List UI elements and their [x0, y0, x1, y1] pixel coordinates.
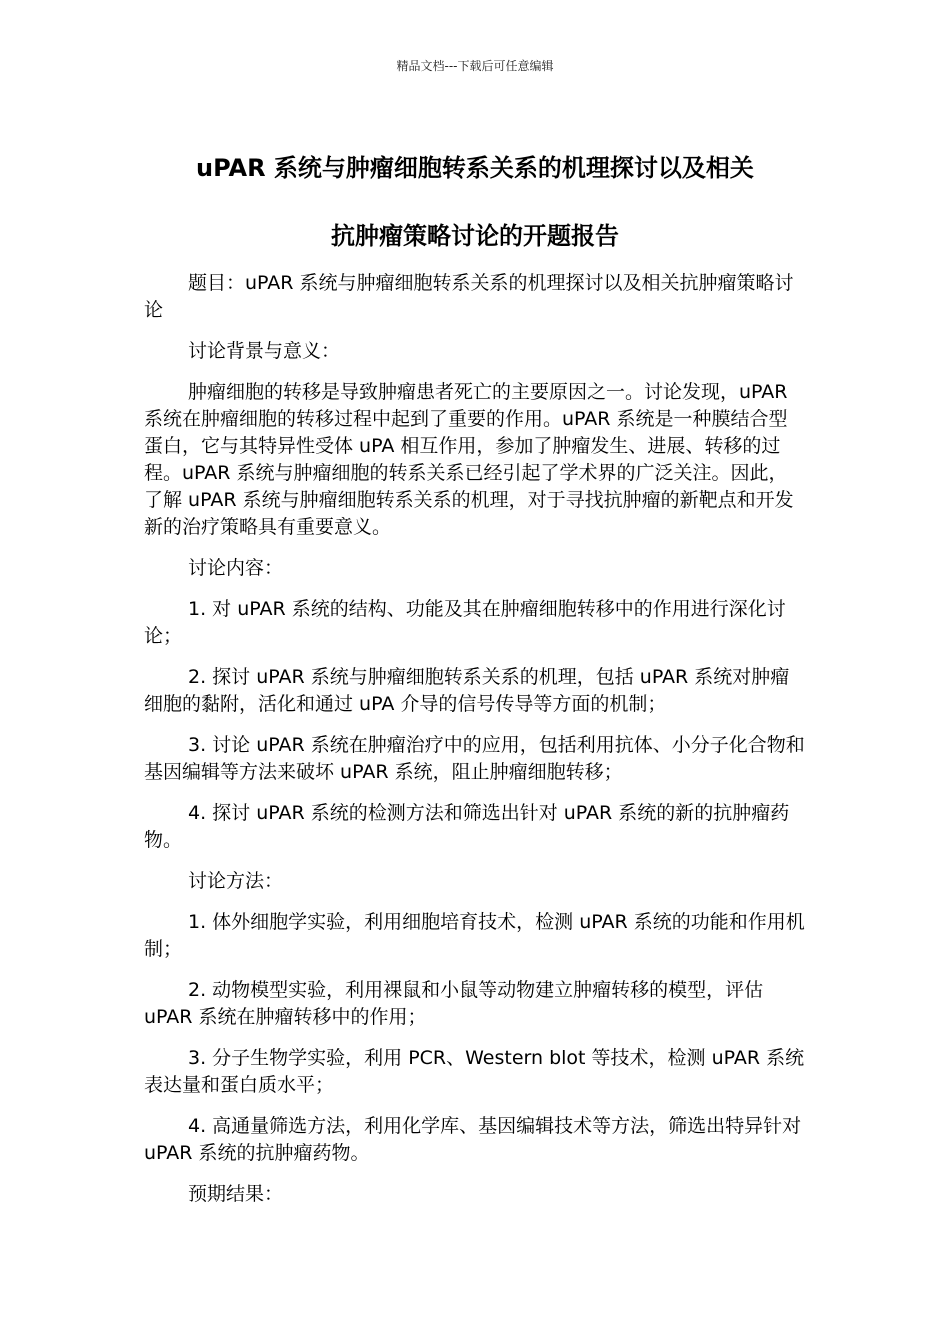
method-item-1: 1. 体外细胞学实验，利用细胞培育技术，检测 uPAR 系统的功能和作用机制； [144, 911, 805, 960]
paragraph-background: 肿瘤细胞的转移是导致肿瘤患者死亡的主要原因之一。讨论发现，uPAR 系统在肿瘤细胞的转移过程中起到了重要的作用。uPAR 系统是一种膜结合型蛋白，它与其特异性受体 uPA 相互作用，参加了肿瘤发生、进展、转移的过程。uPAR 系统与肿瘤细胞的转系关系已经引起了学术界的广泛关注。因此，了解 uPAR 系统与肿瘤细胞转系关系的机理，对于寻找抗肿瘤的新靶点和开发新的治疗策略具有重要意义。 [144, 381, 794, 538]
heading-content: 讨论内容： [188, 557, 284, 579]
document-title [120, 134, 830, 270]
content-item-2: 2. 探讨 uPAR 系统与肿瘤细胞转系关系的机理，包括 uPAR 系统对肿瘤细胞的黏附，活化和通过 uPA 介导的信号传导等方面的机制； [144, 666, 790, 715]
heading-expected-results: 预期结果： [188, 1183, 284, 1205]
method-item-4: 4. 高通量筛选方法，利用化学库、基因编辑技术等方法，筛选出特异针对 uPAR 系统的抗肿瘤药物。 [144, 1115, 802, 1164]
heading-background: 讨论背景与意义： [188, 340, 341, 362]
paragraph-topic: 题目：uPAR 系统与肿瘤细胞转系关系的机理探讨以及相关抗肿瘤策略讨论 [144, 272, 794, 321]
content-item-3: 3. 讨论 uPAR 系统在肿瘤治疗中的应用，包括利用抗体、小分子化合物和基因编辑等方法来破坏 uPAR 系统，阻止肿瘤细胞转移； [144, 734, 805, 783]
title-line-2: 抗肿瘤策略讨论的开题报告 [331, 222, 619, 250]
content-item-4: 4. 探讨 uPAR 系统的检测方法和筛选出针对 uPAR 系统的新的抗肿瘤药物。 [144, 802, 790, 851]
document-body [144, 270, 806, 1222]
title-line-1: uPAR 系统与肿瘤细胞转系关系的机理探讨以及相关 [196, 154, 754, 182]
header-note: 精品文档---下载后可任意编辑 [396, 59, 554, 73]
content-item-1: 1. 对 uPAR 系统的结构、功能及其在肿瘤细胞转移中的作用进行深化讨论； [144, 598, 786, 647]
method-item-3: 3. 分子生物学实验，利用 PCR、Western blot 等技术，检测 uPAR 系统表达量和蛋白质水平； [144, 1047, 805, 1096]
method-item-2: 2. 动物模型实验，利用裸鼠和小鼠等动物建立肿瘤转移的模型，评估 uPAR 系统在肿瘤转移中的作用； [144, 979, 764, 1028]
heading-methods: 讨论方法： [188, 870, 284, 892]
